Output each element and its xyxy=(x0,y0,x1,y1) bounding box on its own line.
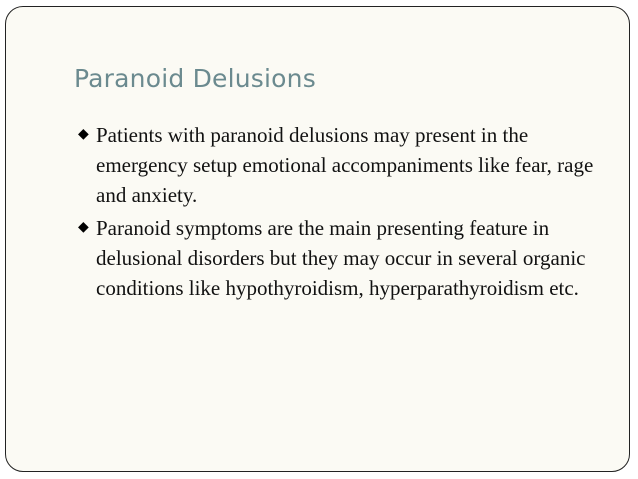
bullet-text-2: Paranoid symptoms are the main presenting feature in delusional disorders but they may occur in several organic conditions like hypothyroidism, hyperparathyroidism etc. xyxy=(96,216,586,300)
slide-title: Paranoid Delusions xyxy=(74,64,316,93)
bullet-item-2 xyxy=(78,213,608,303)
bullet-item-1 xyxy=(78,120,608,210)
bullet-text-1: Patients with paranoid delusions may present in the emergency setup emotional accompaniments like fear, rage and anxiety. xyxy=(96,123,594,207)
bullet-diamond-icon: ◆ xyxy=(78,127,89,142)
slide-frame xyxy=(5,6,630,472)
bullet-diamond-icon: ◆ xyxy=(78,220,89,235)
bullet-list xyxy=(78,120,608,306)
